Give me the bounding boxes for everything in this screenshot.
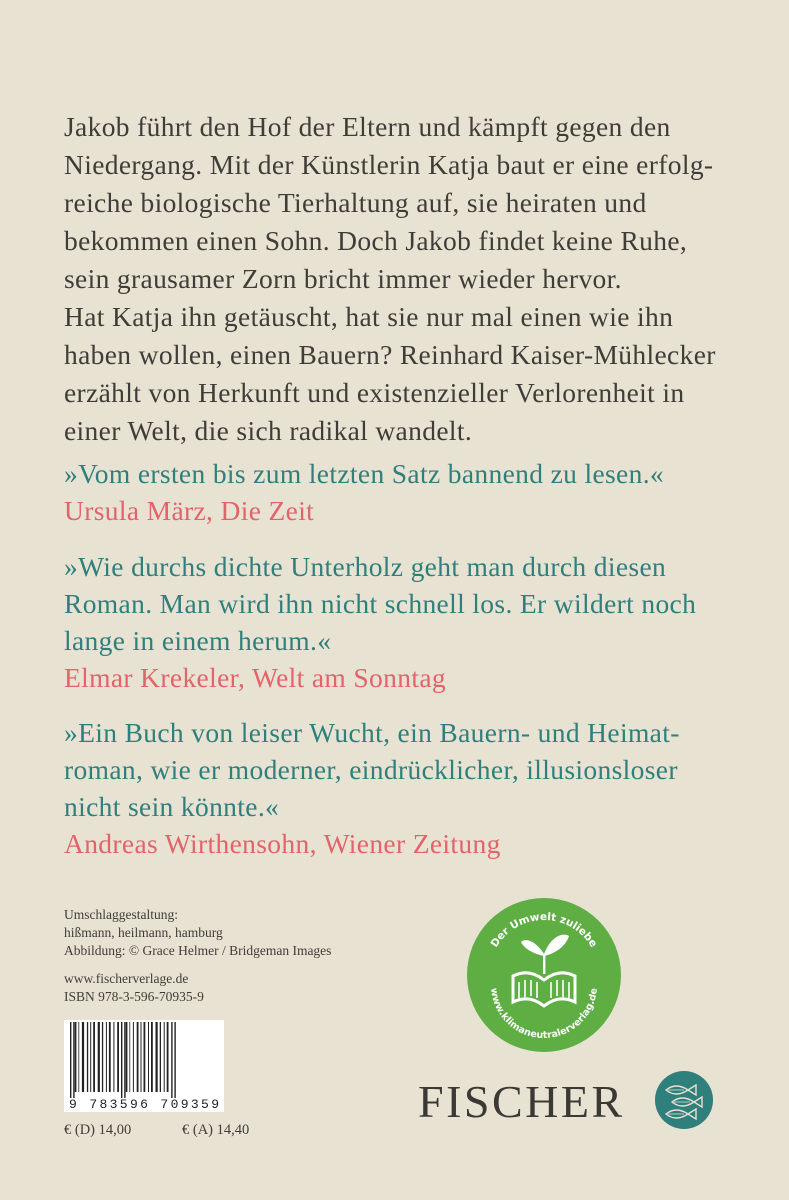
barcode-bar [106, 1022, 107, 1092]
barcode-bar [82, 1022, 84, 1092]
barcode-guard-bar [124, 1022, 125, 1098]
barcode-bar [87, 1022, 88, 1092]
barcode-bar [164, 1022, 165, 1092]
barcode-bar [133, 1022, 134, 1092]
barcode-guard-bar [121, 1022, 122, 1098]
quote-line: »Vom ersten bis zum letzten Satz bannend zu lesen.« [64, 458, 665, 489]
barcode-bar [102, 1022, 103, 1092]
barcode-bar [141, 1022, 142, 1092]
quote-line: Roman. Man wird ihn nicht schnell los. Er wildert noch [64, 588, 697, 619]
barcode-guard-bar [70, 1022, 71, 1098]
barcode-bar [113, 1022, 114, 1092]
eco-badge-bottom-text: www.klimaneutralerverlag.de [487, 987, 600, 1042]
barcode-bar [98, 1022, 100, 1092]
eco-badge-top-text: Der Umwelt zuliebe [488, 910, 600, 950]
barcode-bar [75, 1022, 77, 1092]
blurb-text [64, 108, 744, 450]
cover-design-label: Umschlaggestaltung: [64, 907, 178, 922]
quote-source: Elmar Krekeler, Welt am Sonntag [64, 662, 446, 693]
quote-line: nicht sein könnte.« [64, 791, 280, 822]
barcode-guard-bar [73, 1022, 74, 1098]
fischer-fish-logo-icon [654, 1070, 714, 1130]
blurb-line: Hat Katja ihn getäuscht, hat sie nur mal einen wie ihn [64, 301, 674, 332]
barcode-bar [109, 1022, 111, 1092]
barcode-bar [129, 1022, 130, 1092]
blurb-line: haben wollen, einen Bauern? Reinhard Kaiser-Mühlecker [64, 339, 716, 370]
quote-line: »Ein Buch von leiser Wucht, ein Bauern- und Heimat- [64, 717, 680, 748]
barcode-bar [160, 1022, 161, 1092]
isbn: ISBN 978-3-596-70935-9 [64, 989, 204, 1004]
illustration-credit: Abbildung: © Grace Helmer / Bridgeman Images [64, 943, 332, 958]
publisher-website: www.fischerverlage.de [64, 971, 189, 986]
quote-source: Ursula März, Die Zeit [64, 495, 315, 526]
barcode-bar [167, 1022, 169, 1092]
barcode-digits: 9 783596 709359 [69, 1097, 219, 1112]
barcode-guard-bar [171, 1022, 172, 1098]
barcode-bar [148, 1022, 149, 1092]
blurb-line: Jakob führt den Hof der Eltern und kämpft gegen den [64, 111, 671, 142]
quote-line: roman, wie er moderner, eindrücklicher, illusionsloser [64, 754, 678, 785]
quote-line: lange in einem herum.« [64, 625, 332, 656]
blurb-line: erzählt von Herkunft und existenzieller Verlorenheit in [64, 377, 685, 408]
quote-line: »Wie durchs dichte Unterholz geht man durch diesen [64, 551, 667, 582]
cover-design-names: hißmann, heilmann, hamburg [64, 925, 223, 940]
barcode-bar [137, 1022, 139, 1092]
barcode-guard-bar [174, 1022, 175, 1098]
barcode-bar [78, 1022, 79, 1092]
blurb-line: bekommen einen Sohn. Doch Jakob findet keine Ruhe, [64, 225, 688, 256]
review-quote [64, 455, 754, 529]
blurb-line: reiche biologische Tierhaltung auf, sie heiraten und [64, 187, 647, 218]
price-austria: € (A) 14,40 [182, 1122, 250, 1138]
barcode [64, 1020, 224, 1112]
barcode-bar [90, 1022, 91, 1092]
publisher-name: FISCHER [418, 1076, 625, 1127]
barcode-bar [126, 1022, 128, 1092]
blurb-line: Niedergang. Mit der Künstlerin Katja baut er eine erfolg- [64, 149, 714, 180]
barcode-bar [151, 1022, 153, 1092]
eco-badge [465, 896, 623, 1054]
barcode-bar [156, 1022, 158, 1092]
barcode-bar [144, 1022, 146, 1092]
review-quote [64, 548, 754, 696]
price-germany: € (D) 14,00 [64, 1122, 132, 1138]
quote-source: Andreas Wirthensohn, Wiener Zeitung [64, 828, 501, 859]
review-quote [64, 714, 754, 862]
barcode-bar [93, 1022, 95, 1092]
barcode-bar [117, 1022, 119, 1092]
blurb-line: sein grausamer Zorn bricht immer wieder hervor. [64, 263, 622, 294]
blurb-line: einer Welt, die sich radikal wandelt. [64, 415, 473, 446]
imprint-credits [64, 906, 384, 1006]
